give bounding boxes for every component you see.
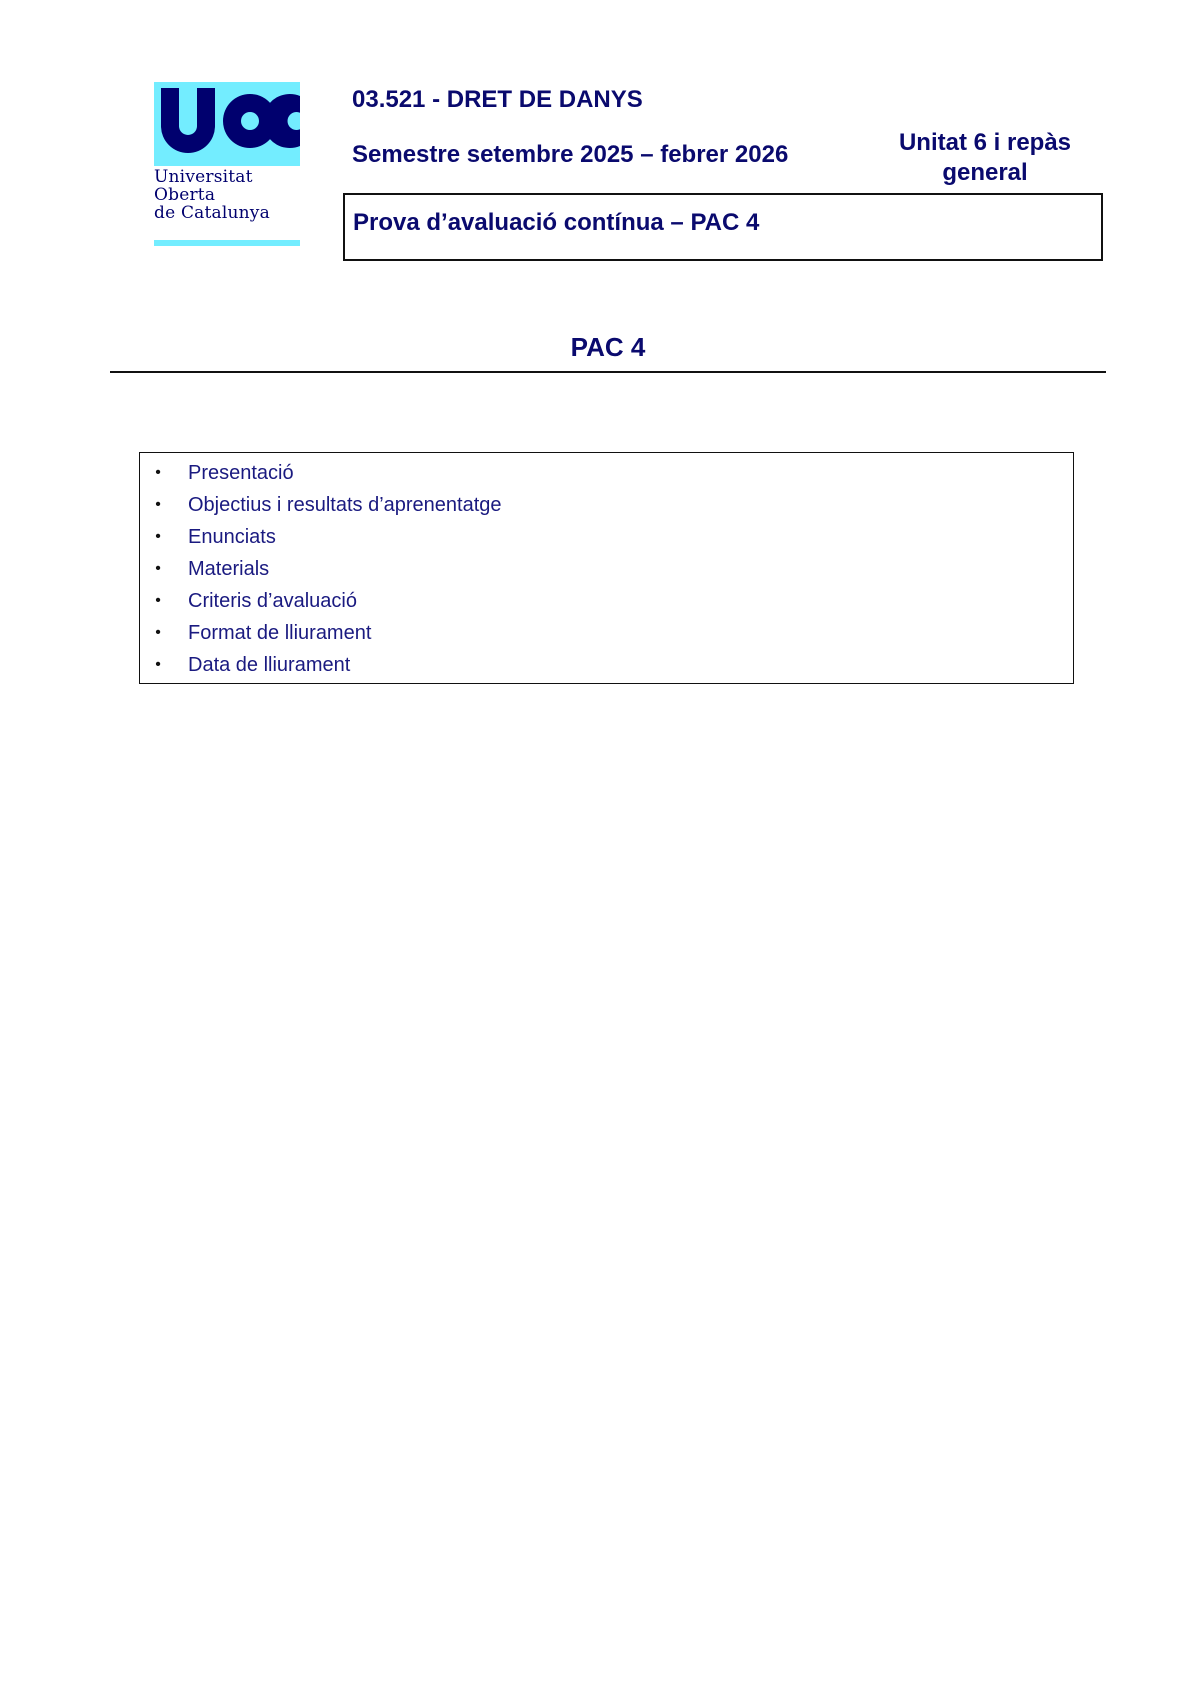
list-item (140, 585, 1073, 617)
bullet-icon: • (155, 464, 161, 481)
uoc-logo-mark (154, 82, 300, 166)
list-item (140, 553, 1073, 585)
bullet-icon: • (155, 496, 161, 513)
section-heading: PAC 4 (570, 332, 646, 362)
list-item (140, 457, 1073, 489)
contents-item-label: Presentació (188, 462, 294, 484)
contents-list (140, 457, 1073, 681)
list-item (140, 489, 1073, 521)
unit-label: Unitat 6 i repàs general (898, 129, 1072, 186)
logo-line-1: Universitat (154, 167, 253, 187)
contents-item-label: Objectius i resultats d’aprenentatge (188, 494, 502, 516)
semester-label: Semestre setembre 2025 – febrer 2026 (352, 141, 789, 168)
bullet-icon: • (155, 560, 161, 577)
logo-underline (154, 240, 300, 246)
uoc-logo (154, 82, 300, 246)
bullet-icon: • (155, 624, 161, 641)
section-divider (110, 371, 1106, 373)
assessment-title-box (343, 193, 1103, 261)
contents-item-label: Format de lliurament (188, 622, 372, 644)
contents-item-label: Criteris d’avaluació (188, 590, 357, 612)
contents-item-label: Materials (188, 558, 270, 580)
uoc-logo-wordmark (154, 168, 300, 222)
logo-line-3: de Catalunya (154, 203, 270, 223)
assessment-title: Prova d’avaluació contínua – PAC 4 (353, 209, 760, 236)
bullet-icon: • (155, 656, 161, 673)
contents-box (139, 452, 1074, 684)
bullet-icon: • (155, 592, 161, 609)
logo-line-2: Oberta (154, 185, 216, 205)
course-code-title: 03.521 - DRET DE DANYS (352, 86, 643, 113)
bullet-icon: • (155, 528, 161, 545)
contents-item-label: Enunciats (188, 526, 276, 548)
contents-item-label: Data de lliurament (188, 654, 351, 676)
list-item (140, 617, 1073, 649)
list-item (140, 521, 1073, 553)
list-item (140, 649, 1073, 681)
